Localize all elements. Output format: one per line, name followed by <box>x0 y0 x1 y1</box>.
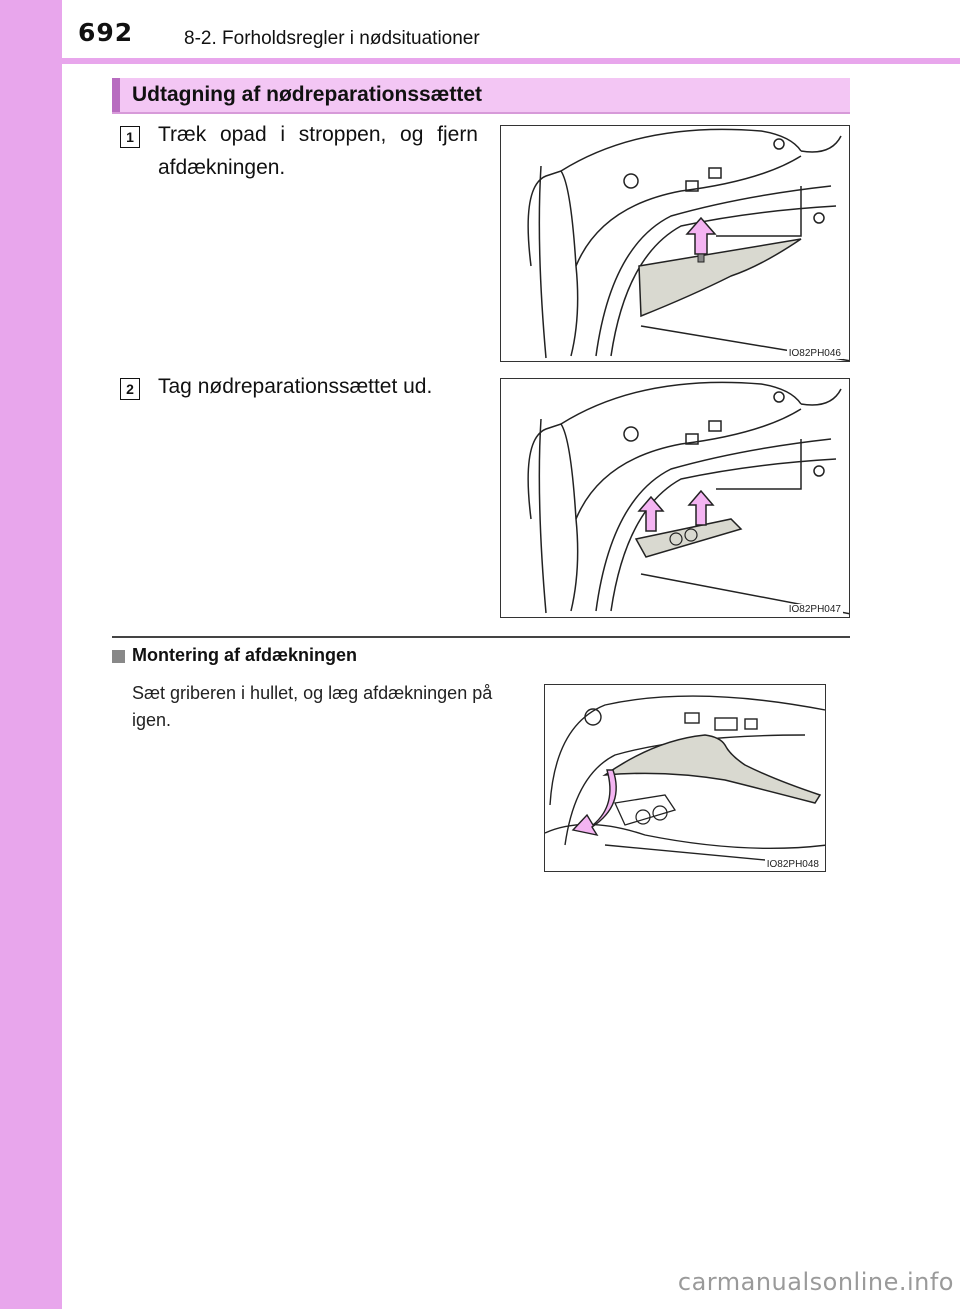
rotate-arrow-icon <box>573 770 616 835</box>
side-color-strip <box>0 0 62 1309</box>
header-rule <box>62 58 960 64</box>
chapter-title: 8-2. Forholdsregler i nødsituationer <box>184 28 480 49</box>
figure-code-2: IO82PH047 <box>788 604 841 615</box>
subsection-body-text: Sæt griberen i hullet, og læg afdækningen på igen. <box>132 683 493 730</box>
cover-panel-install <box>605 735 820 803</box>
up-arrow-icon-right <box>689 491 713 525</box>
up-arrow-icon-left <box>639 497 663 531</box>
cover-panel <box>639 239 801 316</box>
watermark: carmanualsonline.info <box>677 1268 954 1296</box>
subsection-heading: Montering af afdækningen <box>132 645 357 665</box>
figure-code-1: IO82PH046 <box>788 348 841 359</box>
step-2-text: Tag nødreparationssættet ud. <box>158 375 433 398</box>
step-badge-1: 1 <box>120 126 140 148</box>
section-divider <box>112 636 850 638</box>
trunk-cover-illustration <box>501 126 850 362</box>
figure-subsection <box>544 684 826 872</box>
section-heading-text: Udtagning af nødreparationssættet <box>132 83 483 106</box>
subsection-marker-icon <box>112 650 125 663</box>
step-badge-2: 2 <box>120 378 140 400</box>
section-underline <box>112 112 850 114</box>
figure-step-1 <box>500 125 850 362</box>
figure-step-2 <box>500 378 850 618</box>
section-heading <box>112 78 850 112</box>
figure-code-3: IO82PH048 <box>766 859 819 870</box>
cover-install-illustration <box>545 685 826 872</box>
page-number: 692 <box>78 18 134 47</box>
repair-kit-illustration <box>501 379 850 618</box>
step-1-text: Træk opad i stroppen, og fjern afdækningen. <box>158 123 478 179</box>
